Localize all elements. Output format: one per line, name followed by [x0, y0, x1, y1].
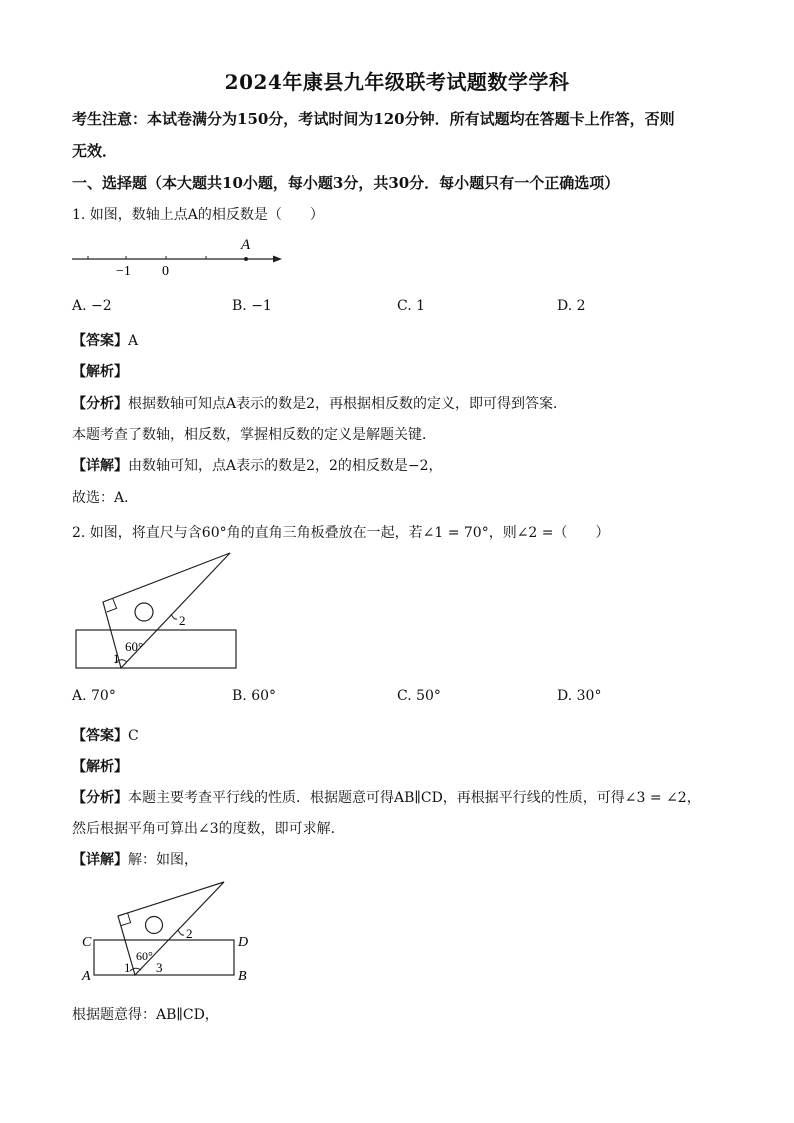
set-square	[118, 882, 224, 975]
set-square-hole	[135, 603, 153, 621]
q1-answer-row	[72, 330, 138, 350]
set-square	[103, 553, 230, 668]
angle-60-label: 60°	[125, 639, 144, 654]
point-c-label: C	[82, 935, 92, 950]
q2-option-c: C. 50°	[397, 688, 441, 704]
q2-fenxi-line-2: 然后根据平角可算出∠3的度数，即可求解．	[72, 821, 345, 837]
fenxi-tag: 【分析】	[72, 790, 128, 806]
answer-tag: 【答案】	[72, 728, 128, 744]
q1-detail-row	[72, 455, 443, 475]
angle-2-label: 2	[179, 613, 186, 628]
right-angle-mark	[107, 599, 117, 612]
q2-given: 根据题意得：AB∥CD，	[72, 1007, 219, 1023]
q1-answer: A	[128, 333, 139, 349]
point-a-label: A	[241, 237, 251, 253]
q1-fenxi-row	[72, 393, 567, 413]
q1-option-c: C. 1	[397, 298, 426, 314]
q1-option-b: B. −1	[232, 298, 272, 314]
q2-option-a: A. 70°	[72, 688, 116, 704]
q1-summary: 本题考查了数轴，相反数，掌握相反数的定义是解题关键．	[72, 427, 436, 443]
angle-3-label: 3	[156, 960, 163, 975]
tick-label-zero: 0	[162, 264, 169, 279]
point-b-label: B	[238, 969, 247, 984]
q2-option-b: B. 60°	[232, 688, 277, 704]
page-title: 2024年康县九年级联考试题数学学科	[224, 70, 570, 94]
q2-analysis-tag: 【解析】	[72, 759, 128, 775]
tick-label-minus1: −1	[116, 264, 131, 279]
detail-tag: 【详解】	[72, 852, 128, 868]
point-a	[244, 257, 248, 261]
q2-ruler-triangle-figure	[70, 550, 245, 675]
section-heading: 一、选择题（本大题共10小题，每小题3分，共30分．每小题只有一个正确选项）	[72, 174, 620, 192]
angle-60-label: 60°	[136, 949, 153, 963]
q1-option-a: A. −2	[72, 298, 112, 314]
q1-number-line-figure	[64, 232, 294, 280]
q2-answer: C	[128, 728, 139, 744]
q2-stem: 2. 如图，将直尺与含60°角的直角三角板叠放在一起，若∠1 = 70°，则∠2 =（ ）	[72, 525, 610, 541]
angle-1-label: 1	[124, 960, 131, 975]
q2-detail-row	[72, 849, 198, 869]
q1-fenxi: 根据数轴可知点A表示的数是2，再根据相反数的定义，即可得到答案．	[128, 396, 568, 412]
q2-answer-row	[72, 725, 139, 745]
q1-analysis-tag: 【解析】	[72, 364, 128, 380]
q2-labeled-figure	[78, 878, 258, 984]
q1-stem: 1. 如图，数轴上点A的相反数是（ ）	[72, 207, 324, 223]
ruler	[76, 630, 236, 668]
q1-detail: 由数轴可知，点A表示的数是2，2的相反数是−2，	[128, 458, 443, 474]
notice-line-1: 考生注意：本试卷满分为150分，考试时间为120分钟．所有试题均在答题卡上作答，否则	[72, 110, 675, 128]
set-square-hole	[146, 917, 163, 934]
notice-line-2: 无效．	[72, 142, 118, 160]
q2-fenxi-line-1: 本题主要考查平行线的性质．根据题意可得AB∥CD，再根据平行线的性质，可得∠3 = ∠2，	[128, 790, 701, 806]
angle-1-label: 1	[113, 651, 120, 666]
point-a-label: A	[82, 969, 91, 984]
q2-detail: 解：如图，	[128, 852, 198, 868]
detail-tag: 【详解】	[72, 458, 128, 474]
point-d-label: D	[238, 935, 249, 950]
angle-2-arc	[171, 614, 177, 619]
q1-conclusion: 故选：A．	[72, 490, 139, 506]
answer-tag: 【答案】	[72, 333, 128, 349]
q2-option-d: D. 30°	[557, 688, 602, 704]
angle-2-arc	[178, 930, 184, 935]
angle-2-label: 2	[186, 926, 193, 941]
fenxi-tag: 【分析】	[72, 396, 128, 412]
q1-option-d: D. 2	[557, 298, 586, 314]
arrow-icon	[273, 256, 282, 263]
q2-fenxi-row-1	[72, 787, 701, 807]
